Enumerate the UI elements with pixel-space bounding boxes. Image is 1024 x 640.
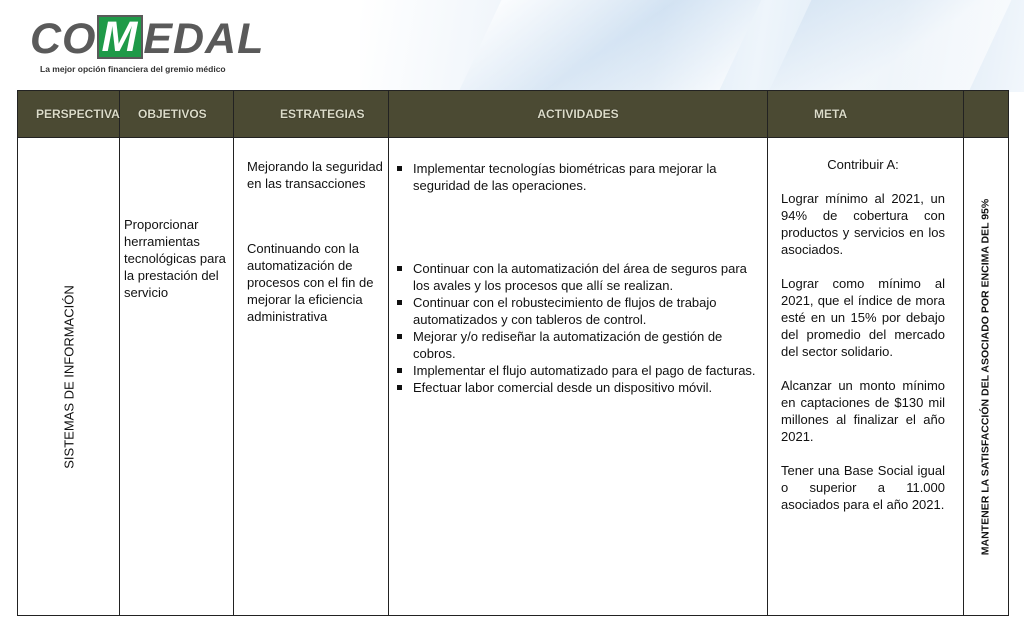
cell-meta-general (964, 138, 1009, 616)
cell-actividades (389, 138, 768, 616)
header-estrategias: ESTRATEGIAS (234, 91, 389, 138)
meta-item: Lograr mínimo al 2021, un 94% de cobertura con productos y servicios en los asociados. (781, 191, 945, 257)
actividad-item: Implementar el flujo automatizado para el pago de facturas. (395, 362, 759, 379)
table-header-row (18, 91, 1009, 138)
comedal-logo (30, 14, 290, 78)
logo-prefix: CO (30, 15, 97, 63)
cell-perspectiva (18, 138, 120, 616)
actividades-list-1 (395, 160, 759, 194)
cell-objetivo (120, 138, 234, 616)
header-background-decoration (360, 0, 1024, 92)
logo-suffix: EDAL (143, 15, 265, 63)
estrategia-item: Continuando con la automatización de procesos con el fin de mejorar la eficiencia administrativa (247, 241, 374, 324)
header-actividades: ACTIVIDADES (389, 91, 768, 138)
actividad-item: Continuar con la automatización del área de seguros para los avales y los procesos que allí se realizan. (395, 260, 759, 294)
header-perspectiva: PERSPECTIVA (18, 91, 120, 138)
meta-item: Lograr como mínimo al 2021, que el índice de mora esté en un 15% por debajo del promedio del mercado del sector solidario. (781, 276, 945, 359)
actividad-item: Efectuar labor comercial desde un dispositivo móvil. (395, 379, 759, 396)
table-row (18, 138, 1009, 616)
actividad-item: Mejorar y/o rediseñar la automatización de gestión de cobros. (395, 328, 759, 362)
logo-m-block: M (97, 15, 144, 59)
header-meta: META (768, 91, 964, 138)
header-objetivos: OBJETIVOS (120, 91, 234, 138)
estrategia-item: Mejorando la seguridad en las transacciones (247, 159, 383, 191)
meta-intro: Contribuir A: (827, 157, 899, 172)
actividades-list-2 (395, 260, 759, 396)
logo-tagline: La mejor opción financiera del gremio médico (40, 64, 226, 74)
actividad-item: Implementar tecnologías biométricas para mejorar la seguridad de las operaciones. (395, 160, 759, 194)
objetivo-text: Proporcionar herramientas tecnológicas para la prestación del servicio (124, 217, 226, 300)
cell-estrategias (234, 138, 389, 616)
logo-wordmark (30, 14, 264, 64)
meta-general-text: MANTENER LA SATISFACCIÓN DEL ASOCIADO POR ENCIMA DEL 95% (979, 198, 992, 555)
meta-item: Tener una Base Social igual o superior a 11.000 asociados para el año 2021. (781, 463, 945, 512)
perspectiva-value: SISTEMAS DE INFORMACIÓN (61, 284, 76, 469)
actividad-item: Continuar con el robustecimiento de flujos de trabajo automatizados y con tableros de control. (395, 294, 759, 328)
meta-item: Alcanzar un monto mínimo en captaciones de $130 mil millones al finalizar el año 2021. (781, 378, 945, 444)
strategic-plan-table (17, 90, 1009, 616)
header-empty (964, 91, 1009, 138)
cell-meta (768, 138, 964, 616)
